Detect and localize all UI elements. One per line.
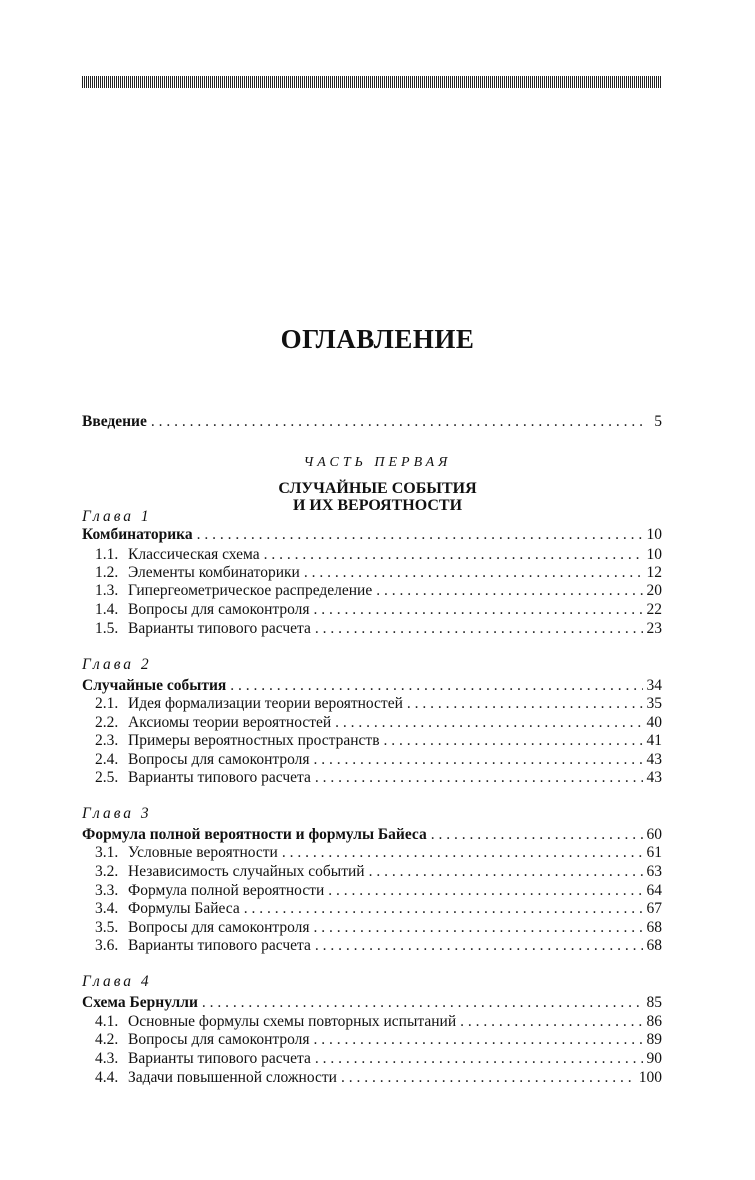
section-title: Классическая схема [128, 546, 260, 563]
toc-chapter-page: 85 [646, 994, 662, 1011]
toc-chapter-3[interactable] [82, 825, 662, 845]
dot-leader [197, 525, 643, 545]
part-label: ЧАСТЬ ПЕРВАЯ [303, 455, 452, 470]
section-title: Вопросы для самоконтроля [128, 601, 310, 618]
toc-section[interactable] [95, 881, 662, 901]
dot-leader [315, 768, 643, 788]
section-number: 1.4. [95, 601, 119, 618]
section-title: Аксиомы теории вероятностей [128, 714, 332, 731]
section-title: Варианты типового расчета [128, 620, 311, 637]
dot-leader [369, 862, 643, 882]
toc-section[interactable] [95, 619, 662, 639]
toc-section[interactable] [95, 750, 662, 770]
toc-section[interactable] [95, 1030, 662, 1050]
section-number: 3.6. [95, 937, 119, 954]
section-page: 22 [646, 601, 662, 618]
section-page: 67 [646, 900, 662, 917]
toc-section[interactable] [95, 581, 662, 601]
toc-section[interactable] [95, 862, 662, 882]
section-title: Формулы Байеса [128, 900, 240, 917]
chapter-label: Глава 3 [82, 805, 152, 822]
toc-section[interactable] [95, 918, 662, 938]
section-page: 43 [646, 769, 662, 786]
dot-leader [244, 899, 643, 919]
toc-section[interactable] [95, 936, 662, 956]
toc-entry-page: 5 [654, 413, 662, 430]
toc-chapter-2[interactable] [82, 676, 662, 696]
toc-section[interactable] [95, 694, 662, 714]
section-title: Условные вероятности [128, 844, 278, 861]
section-page: 10 [646, 546, 662, 563]
section-page: 100 [638, 1069, 662, 1086]
toc-chapter-4[interactable] [82, 993, 662, 1013]
section-number: 2.1. [95, 695, 119, 712]
section-page: 90 [646, 1050, 662, 1067]
toc-chapter-page: 34 [646, 677, 662, 694]
toc-section[interactable] [95, 600, 662, 620]
section-title: Примеры вероятностных пространств [128, 732, 380, 749]
toc-chapter-title: Схема Бернулли [82, 994, 198, 1011]
section-number: 3.2. [95, 863, 119, 880]
dot-leader [202, 993, 643, 1013]
toc-section[interactable] [95, 843, 662, 863]
section-page: 68 [646, 919, 662, 936]
section-number: 2.5. [95, 769, 119, 786]
section-title: Независимость случайных событий [128, 863, 365, 880]
toc-section[interactable] [95, 1068, 662, 1088]
toc-section[interactable] [95, 563, 662, 583]
section-number: 4.4. [95, 1069, 119, 1086]
section-page: 20 [646, 582, 662, 599]
section-title: Варианты типового расчета [128, 769, 311, 786]
dot-leader [313, 750, 642, 770]
dot-leader [230, 676, 642, 696]
dot-leader [407, 694, 643, 714]
toc-chapter-page: 60 [646, 826, 662, 843]
toc-section[interactable] [95, 545, 662, 565]
dot-leader [282, 843, 643, 863]
toc-entry-title: Введение [82, 413, 147, 430]
section-page: 40 [646, 714, 662, 731]
section-number: 1.2. [95, 564, 119, 581]
section-page: 35 [646, 695, 662, 712]
section-title: Варианты типового расчета [128, 937, 311, 954]
section-number: 4.1. [95, 1013, 119, 1030]
section-page: 89 [646, 1031, 662, 1048]
section-title: Варианты типового расчета [128, 1050, 311, 1067]
toc-section[interactable] [95, 899, 662, 919]
chapter-label: Глава 2 [82, 656, 152, 673]
section-page: 61 [646, 844, 662, 861]
section-number: 4.3. [95, 1050, 119, 1067]
section-number: 1.5. [95, 620, 119, 637]
dot-leader [313, 1030, 642, 1050]
section-number: 3.5. [95, 919, 119, 936]
section-title: Элементы комбинаторики [128, 564, 300, 581]
dot-leader [335, 713, 642, 733]
dot-leader [151, 412, 644, 432]
chapter-label: Глава 4 [82, 973, 152, 990]
dot-leader [304, 563, 643, 583]
dot-leader [376, 581, 642, 601]
header-rule [82, 76, 662, 88]
chapter-label: Глава 1 [82, 508, 152, 525]
section-page: 41 [646, 732, 662, 749]
section-number: 1.3. [95, 582, 119, 599]
dot-leader [460, 1012, 642, 1032]
toc-chapter-title: Случайные события [82, 677, 227, 694]
section-page: 64 [646, 882, 662, 899]
section-title: Задачи повышенной сложности [128, 1069, 337, 1086]
page-title: ОГЛАВЛЕНИЕ [280, 324, 475, 354]
toc-section[interactable] [95, 1049, 662, 1069]
section-page: 68 [646, 937, 662, 954]
part-title-line2: И ИХ ВЕРОЯТНОСТИ [292, 497, 463, 514]
toc-section[interactable] [95, 768, 662, 788]
section-page: 86 [646, 1013, 662, 1030]
dot-leader [431, 825, 643, 845]
dot-leader [313, 600, 642, 620]
section-page: 63 [646, 863, 662, 880]
section-title: Идея формализации теории вероятностей [128, 695, 403, 712]
toc-section[interactable] [95, 713, 662, 733]
toc-entry-intro[interactable] [82, 412, 662, 432]
section-title: Вопросы для самоконтроля [128, 919, 310, 936]
section-number: 3.3. [95, 882, 119, 899]
section-title: Основные формулы схемы повторных испытаний [128, 1013, 457, 1030]
section-number: 2.4. [95, 751, 119, 768]
section-number: 4.2. [95, 1031, 119, 1048]
dot-leader [313, 918, 642, 938]
section-number: 2.2. [95, 714, 119, 731]
section-title: Гипергеометрическое распределение [128, 582, 373, 599]
section-page: 12 [646, 564, 662, 581]
toc-chapter-title: Формула полной вероятности и формулы Байеса [82, 826, 427, 843]
dot-leader [341, 1068, 635, 1088]
toc-section[interactable] [95, 1012, 662, 1032]
dot-leader [315, 619, 643, 639]
section-number: 2.3. [95, 732, 119, 749]
dot-leader [328, 881, 642, 901]
dot-leader [315, 936, 643, 956]
toc-chapter-page: 10 [646, 526, 662, 543]
toc-section[interactable] [95, 731, 662, 751]
section-page: 43 [646, 751, 662, 768]
section-number: 3.1. [95, 844, 119, 861]
section-number: 3.4. [95, 900, 119, 917]
section-title: Вопросы для самоконтроля [128, 751, 310, 768]
toc-chapter-1[interactable] [82, 525, 662, 545]
section-page: 23 [646, 620, 662, 637]
toc-chapter-title: Комбинаторика [82, 526, 193, 543]
section-number: 1.1. [95, 546, 119, 563]
dot-leader [384, 731, 643, 751]
section-title: Формула полной вероятности [128, 882, 325, 899]
dot-leader [315, 1049, 643, 1069]
dot-leader [264, 545, 643, 565]
section-title: Вопросы для самоконтроля [128, 1031, 310, 1048]
part-title-line1: СЛУЧАЙНЫЕ СОБЫТИЯ [278, 480, 477, 497]
